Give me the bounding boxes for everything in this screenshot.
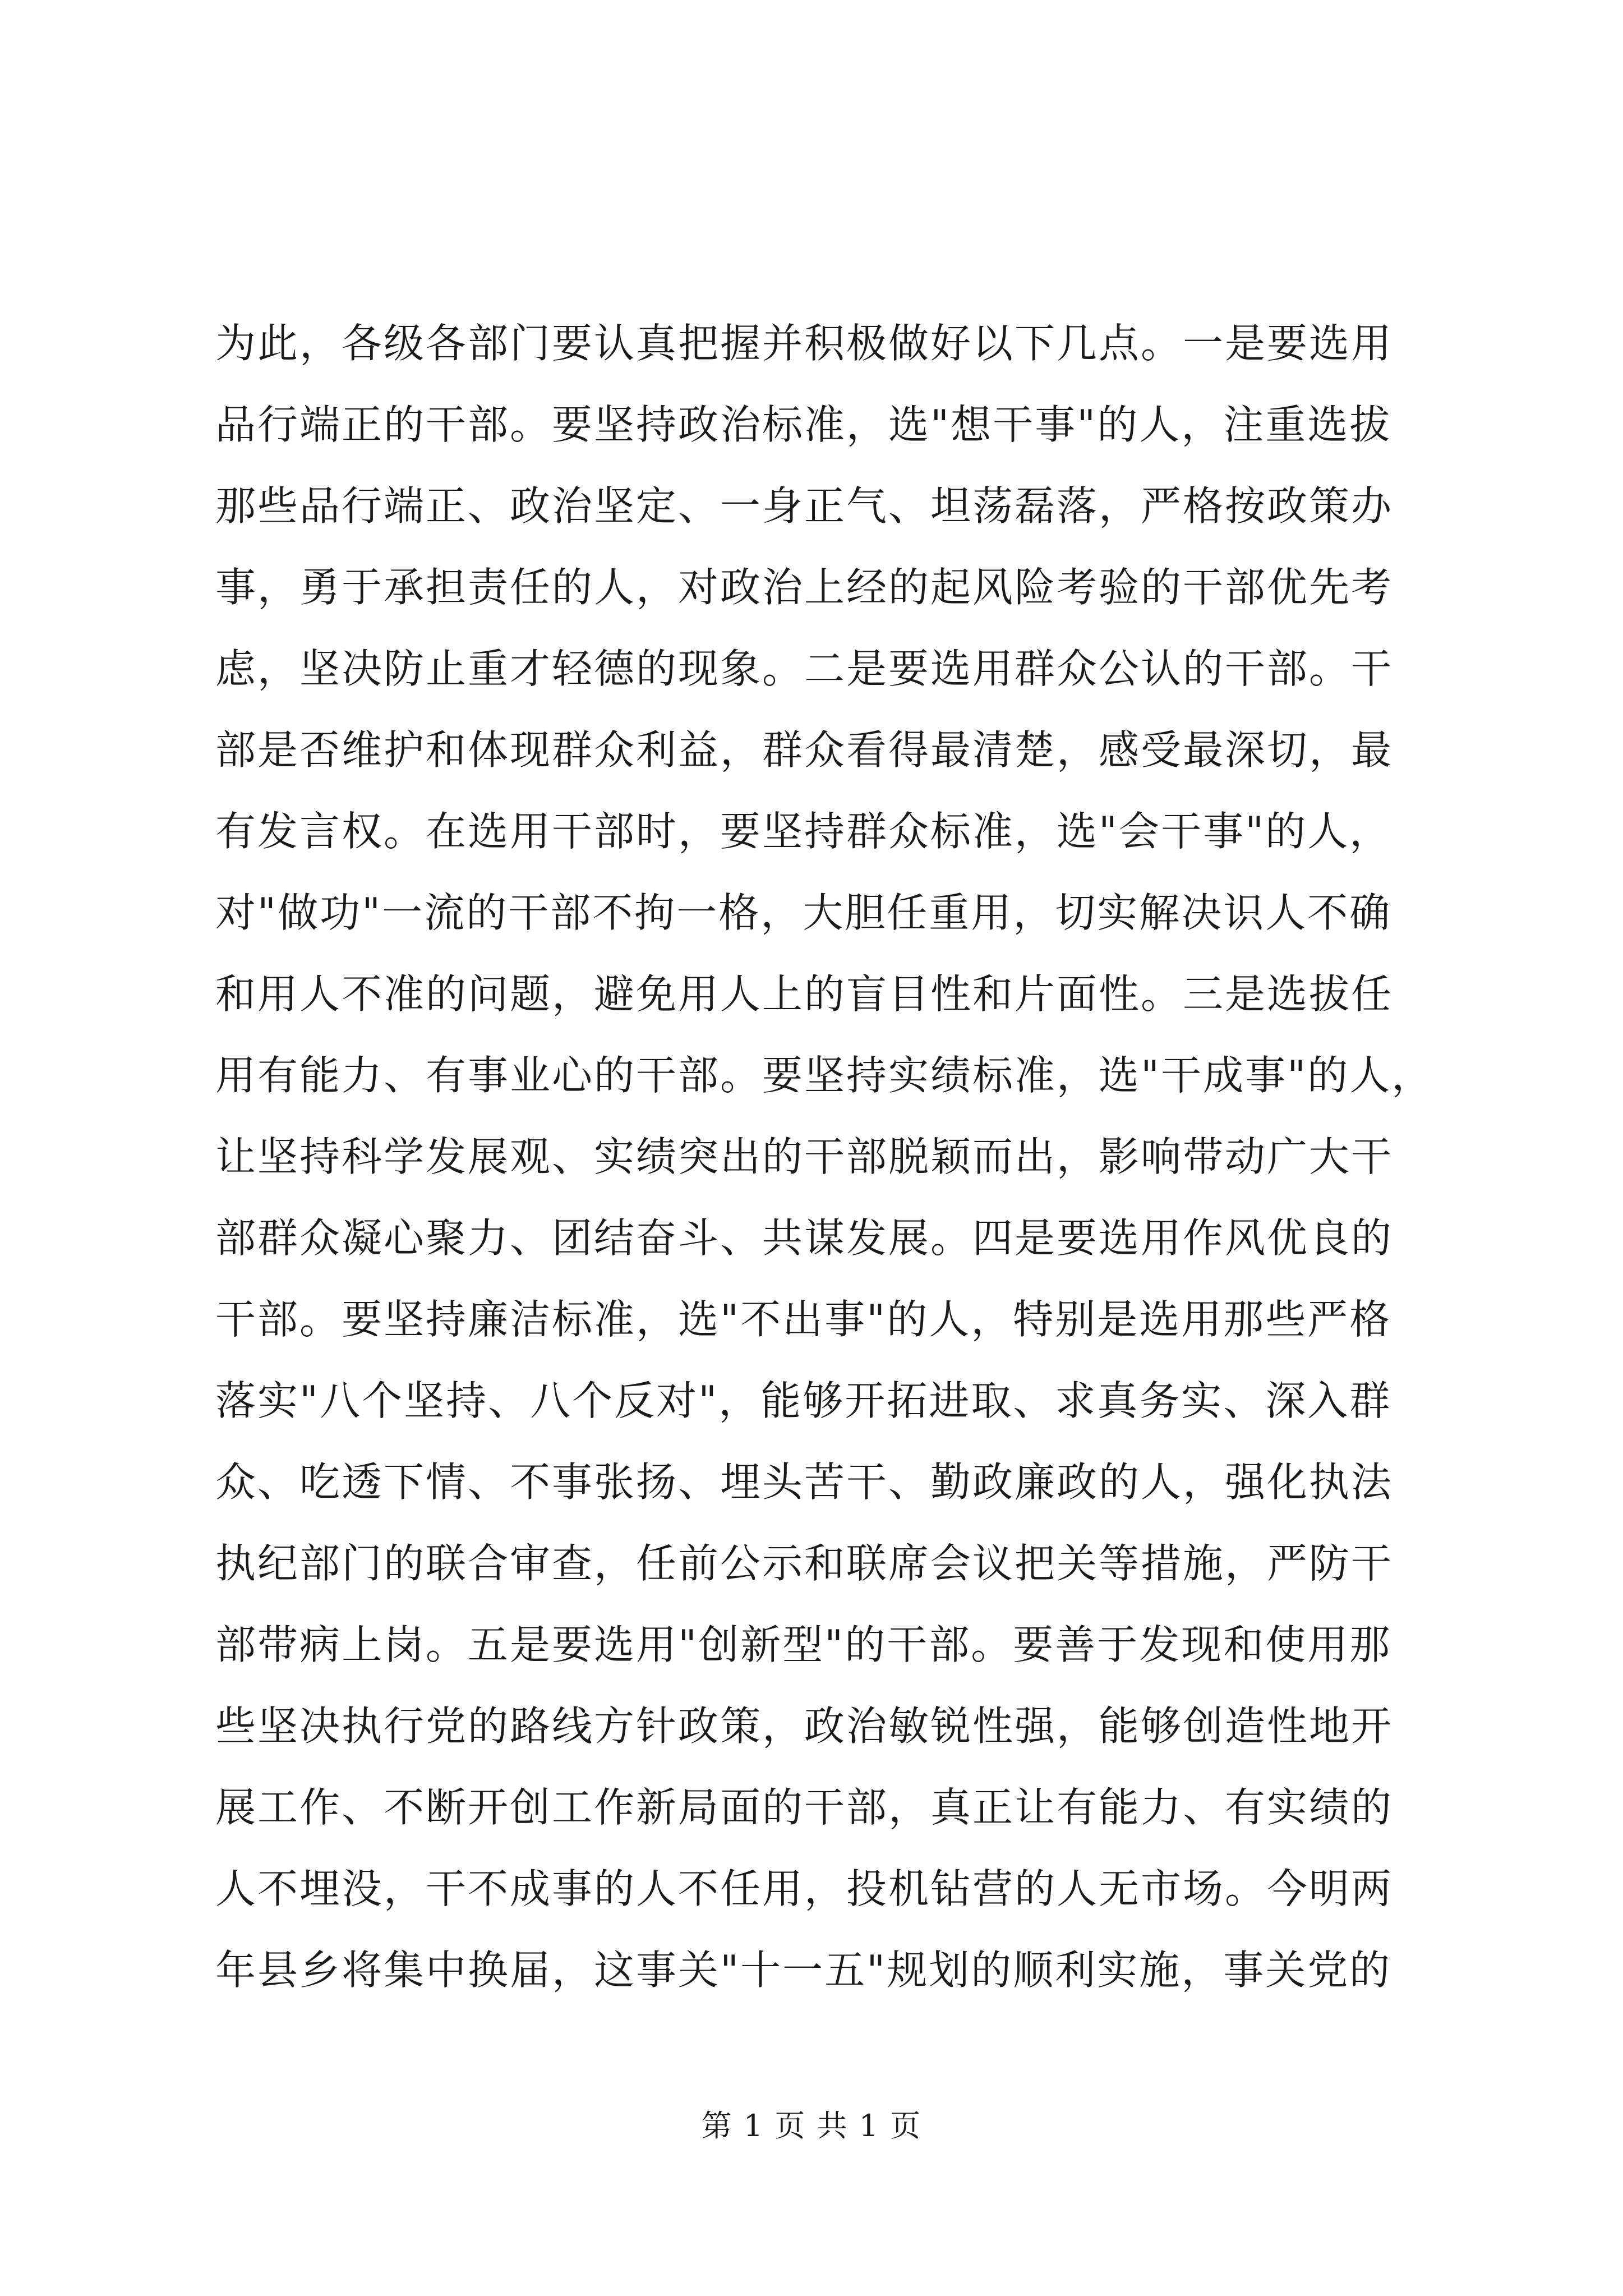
text-line: 众、吃透下情、不事张扬、埋头苦干、勤政廉政的人，强化执法 bbox=[215, 1458, 1394, 1506]
text-line: 部群众凝心聚力、团结奋斗、共谋发展。四是要选用作风优良的 bbox=[215, 1214, 1394, 1262]
text-line: 让坚持科学发展观、实绩突出的干部脱颖而出，影响带动广大干 bbox=[215, 1133, 1394, 1180]
text-line: 那些品行端正、政治坚定、一身正气、坦荡磊落，严格按政策办 bbox=[215, 482, 1394, 530]
text-line: 有发言权。在选用干部时，要坚持群众标准，选"会干事"的人， bbox=[215, 808, 1392, 855]
text-line: 为此，各级各部门要认真把握并积极做好以下几点。一是要选用 bbox=[215, 320, 1394, 367]
text-line: 品行端正的干部。要坚持政治标准，选"想干事"的人，注重选拔 bbox=[215, 401, 1392, 448]
text-line: 事，勇于承担责任的人，对政治上经的起风险考验的干部优先考 bbox=[215, 564, 1394, 611]
text-line: 落实"八个坚持、八个反对"，能够开拓进取、求真务实、深入群 bbox=[215, 1377, 1392, 1424]
text-line: 展工作、不断开创工作新局面的干部，真正让有能力、有实绩的 bbox=[215, 1784, 1394, 1831]
text-line: 年县乡将集中换届，这事关"十一五"规划的顺利实施，事关党的 bbox=[215, 1947, 1392, 1994]
text-line: 部是否维护和体现群众利益，群众看得最清楚，感受最深切，最 bbox=[215, 726, 1394, 774]
text-line: 干部。要坚持廉洁标准，选"不出事"的人，特别是选用那些严格 bbox=[215, 1296, 1392, 1343]
text-line: 些坚决执行党的路线方针政策，政治敏锐性强，能够创造性地开 bbox=[215, 1703, 1394, 1750]
text-line: 执纪部门的联合审查，任前公示和联席会议把关等措施，严防干 bbox=[215, 1540, 1394, 1587]
page-number-footer: 第 1 页 共 1 页 bbox=[701, 2108, 922, 2143]
text-line: 人不埋没，干不成事的人不任用，投机钻营的人无市场。今明两 bbox=[215, 1865, 1394, 1912]
text-line: 部带病上岗。五是要选用"创新型"的干部。要善于发现和使用那 bbox=[215, 1621, 1392, 1668]
text-line: 虑，坚决防止重才轻德的现象。二是要选用群众公认的干部。干 bbox=[215, 645, 1394, 692]
body-paragraph bbox=[215, 303, 1434, 2011]
text-line: 用有能力、有事业心的干部。要坚持实绩标准，选"干成事"的人， bbox=[215, 1052, 1434, 1099]
text-line: 和用人不准的问题，避免用人上的盲目性和片面性。三是选拔任 bbox=[215, 970, 1394, 1018]
text-line: 对"做功"一流的干部不拘一格，大胆任重用，切实解决识人不确 bbox=[215, 889, 1392, 936]
